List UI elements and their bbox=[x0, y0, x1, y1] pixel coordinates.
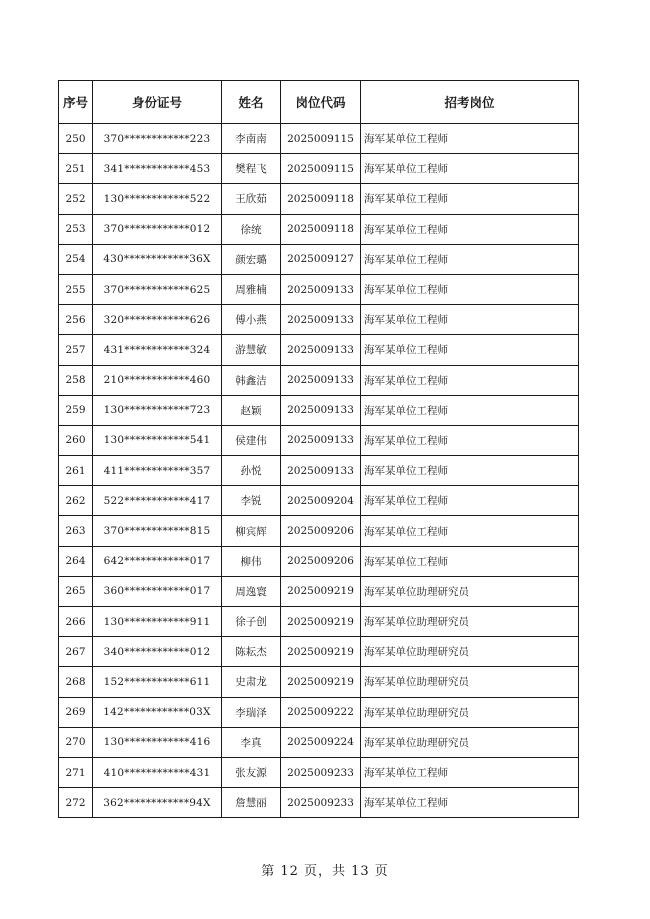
table-row bbox=[59, 335, 579, 365]
cell-id-number: 642************017 bbox=[93, 546, 222, 576]
cell-id-number: 341************453 bbox=[93, 154, 222, 184]
cell-name: 颜宏璐 bbox=[222, 244, 281, 274]
cell-id-number: 130************541 bbox=[93, 425, 222, 455]
cell-name: 侯建伟 bbox=[222, 425, 281, 455]
cell-post: 海军某单位助理研究员 bbox=[361, 697, 579, 727]
cell-name: 徐子创 bbox=[222, 607, 281, 637]
header-name: 姓名 bbox=[222, 81, 281, 124]
table-row bbox=[59, 305, 579, 335]
cell-name: 柳宾辉 bbox=[222, 516, 281, 546]
cell-id-number: 210************460 bbox=[93, 365, 222, 395]
cell-post: 海军某单位工程师 bbox=[361, 456, 579, 486]
cell-name: 李瑞泽 bbox=[222, 697, 281, 727]
cell-name: 赵颖 bbox=[222, 395, 281, 425]
cell-id-number: 152************611 bbox=[93, 667, 222, 697]
cell-post-code: 2025009115 bbox=[281, 154, 361, 184]
cell-post-code: 2025009219 bbox=[281, 576, 361, 606]
header-seq: 序号 bbox=[59, 81, 93, 124]
table-row bbox=[59, 214, 579, 244]
cell-post-code: 2025009219 bbox=[281, 637, 361, 667]
cell-id-number: 431************324 bbox=[93, 335, 222, 365]
cell-seq: 267 bbox=[59, 637, 93, 667]
cell-id-number: 130************416 bbox=[93, 727, 222, 757]
table-row bbox=[59, 757, 579, 787]
cell-post: 海军某单位工程师 bbox=[361, 124, 579, 154]
table-row bbox=[59, 456, 579, 486]
cell-seq: 270 bbox=[59, 727, 93, 757]
cell-name: 周雅楠 bbox=[222, 274, 281, 304]
cell-post-code: 2025009133 bbox=[281, 274, 361, 304]
table-row bbox=[59, 184, 579, 214]
cell-post-code: 2025009133 bbox=[281, 335, 361, 365]
cell-post: 海军某单位工程师 bbox=[361, 546, 579, 576]
cell-post-code: 2025009222 bbox=[281, 697, 361, 727]
cell-post: 海军某单位工程师 bbox=[361, 244, 579, 274]
cell-post-code: 2025009118 bbox=[281, 184, 361, 214]
cell-seq: 272 bbox=[59, 788, 93, 818]
table-row bbox=[59, 124, 579, 154]
cell-post-code: 2025009133 bbox=[281, 456, 361, 486]
table-row bbox=[59, 154, 579, 184]
cell-name: 王欣茹 bbox=[222, 184, 281, 214]
cell-seq: 261 bbox=[59, 456, 93, 486]
cell-name: 李南南 bbox=[222, 124, 281, 154]
table-row bbox=[59, 516, 579, 546]
cell-seq: 271 bbox=[59, 757, 93, 787]
cell-post: 海军某单位工程师 bbox=[361, 486, 579, 516]
cell-post: 海军某单位工程师 bbox=[361, 335, 579, 365]
cell-post: 海军某单位助理研究员 bbox=[361, 667, 579, 697]
cell-seq: 263 bbox=[59, 516, 93, 546]
cell-id-number: 430************36X bbox=[93, 244, 222, 274]
cell-seq: 254 bbox=[59, 244, 93, 274]
header-post: 招考岗位 bbox=[361, 81, 579, 124]
table-row bbox=[59, 425, 579, 455]
header-post-code: 岗位代码 bbox=[281, 81, 361, 124]
cell-post-code: 2025009133 bbox=[281, 365, 361, 395]
table-row bbox=[59, 637, 579, 667]
cell-post-code: 2025009233 bbox=[281, 757, 361, 787]
page-footer: 第 12 页，共 13 页 bbox=[261, 864, 389, 879]
header-id-number: 身份证号 bbox=[93, 81, 222, 124]
cell-seq: 258 bbox=[59, 365, 93, 395]
table-row bbox=[59, 727, 579, 757]
cell-post-code: 2025009233 bbox=[281, 788, 361, 818]
cell-id-number: 320************626 bbox=[93, 305, 222, 335]
cell-post-code: 2025009219 bbox=[281, 607, 361, 637]
cell-seq: 250 bbox=[59, 124, 93, 154]
cell-post: 海军某单位工程师 bbox=[361, 425, 579, 455]
cell-id-number: 370************625 bbox=[93, 274, 222, 304]
cell-seq: 269 bbox=[59, 697, 93, 727]
cell-post: 海军某单位助理研究员 bbox=[361, 576, 579, 606]
cell-seq: 255 bbox=[59, 274, 93, 304]
cell-name: 詹慧丽 bbox=[222, 788, 281, 818]
cell-post-code: 2025009219 bbox=[281, 667, 361, 697]
cell-id-number: 410************431 bbox=[93, 757, 222, 787]
table-row bbox=[59, 546, 579, 576]
cell-post-code: 2025009133 bbox=[281, 305, 361, 335]
cell-post-code: 2025009115 bbox=[281, 124, 361, 154]
cell-id-number: 411************357 bbox=[93, 456, 222, 486]
cell-post: 海军某单位工程师 bbox=[361, 214, 579, 244]
cell-id-number: 370************815 bbox=[93, 516, 222, 546]
cell-id-number: 130************723 bbox=[93, 395, 222, 425]
cell-id-number: 362************94X bbox=[93, 788, 222, 818]
cell-name: 游慧敏 bbox=[222, 335, 281, 365]
cell-id-number: 142************03X bbox=[93, 697, 222, 727]
cell-post: 海军某单位工程师 bbox=[361, 274, 579, 304]
cell-name: 孙悦 bbox=[222, 456, 281, 486]
cell-name: 陈耘杰 bbox=[222, 637, 281, 667]
cell-name: 韩鑫洁 bbox=[222, 365, 281, 395]
cell-name: 樊程飞 bbox=[222, 154, 281, 184]
cell-post: 海军某单位助理研究员 bbox=[361, 607, 579, 637]
cell-name: 傅小燕 bbox=[222, 305, 281, 335]
cell-post: 海军某单位助理研究员 bbox=[361, 637, 579, 667]
table-row bbox=[59, 244, 579, 274]
table-row bbox=[59, 486, 579, 516]
table-header-row bbox=[59, 81, 579, 124]
cell-seq: 251 bbox=[59, 154, 93, 184]
table-row bbox=[59, 274, 579, 304]
cell-post: 海军某单位工程师 bbox=[361, 365, 579, 395]
cell-seq: 266 bbox=[59, 607, 93, 637]
cell-post-code: 2025009206 bbox=[281, 516, 361, 546]
cell-post: 海军某单位工程师 bbox=[361, 154, 579, 184]
cell-name: 徐统 bbox=[222, 214, 281, 244]
cell-name: 李真 bbox=[222, 727, 281, 757]
cell-post-code: 2025009206 bbox=[281, 546, 361, 576]
table-row bbox=[59, 607, 579, 637]
cell-id-number: 522************417 bbox=[93, 486, 222, 516]
cell-seq: 262 bbox=[59, 486, 93, 516]
table-row bbox=[59, 667, 579, 697]
recruitment-table bbox=[58, 80, 579, 818]
cell-post: 海军某单位工程师 bbox=[361, 184, 579, 214]
cell-post-code: 2025009133 bbox=[281, 395, 361, 425]
cell-post: 海军某单位工程师 bbox=[361, 395, 579, 425]
cell-post: 海军某单位助理研究员 bbox=[361, 727, 579, 757]
cell-name: 柳伟 bbox=[222, 546, 281, 576]
cell-seq: 259 bbox=[59, 395, 93, 425]
cell-post-code: 2025009133 bbox=[281, 425, 361, 455]
cell-seq: 268 bbox=[59, 667, 93, 697]
cell-seq: 264 bbox=[59, 546, 93, 576]
table-row bbox=[59, 365, 579, 395]
cell-id-number: 360************017 bbox=[93, 576, 222, 606]
watermark bbox=[300, 866, 382, 882]
cell-name: 史肃龙 bbox=[222, 667, 281, 697]
table-row bbox=[59, 697, 579, 727]
cell-seq: 257 bbox=[59, 335, 93, 365]
cell-seq: 260 bbox=[59, 425, 93, 455]
cell-seq: 253 bbox=[59, 214, 93, 244]
cell-seq: 252 bbox=[59, 184, 93, 214]
cell-id-number: 370************223 bbox=[93, 124, 222, 154]
cell-post-code: 2025009204 bbox=[281, 486, 361, 516]
table-row bbox=[59, 788, 579, 818]
table-row bbox=[59, 395, 579, 425]
cell-name: 张友源 bbox=[222, 757, 281, 787]
cell-id-number: 130************911 bbox=[93, 607, 222, 637]
table-row bbox=[59, 576, 579, 606]
cell-id-number: 340************012 bbox=[93, 637, 222, 667]
cell-seq: 256 bbox=[59, 305, 93, 335]
cell-post-code: 2025009118 bbox=[281, 214, 361, 244]
cell-id-number: 370************012 bbox=[93, 214, 222, 244]
cell-post: 海军某单位工程师 bbox=[361, 788, 579, 818]
cell-id-number: 130************522 bbox=[93, 184, 222, 214]
cell-post: 海军某单位工程师 bbox=[361, 305, 579, 335]
cell-post: 海军某单位工程师 bbox=[361, 516, 579, 546]
table-body bbox=[59, 124, 579, 818]
cell-name: 周逸寰 bbox=[222, 576, 281, 606]
cell-name: 李锐 bbox=[222, 486, 281, 516]
cell-post-code: 2025009224 bbox=[281, 727, 361, 757]
cell-post-code: 2025009127 bbox=[281, 244, 361, 274]
cell-seq: 265 bbox=[59, 576, 93, 606]
cell-post: 海军某单位工程师 bbox=[361, 757, 579, 787]
